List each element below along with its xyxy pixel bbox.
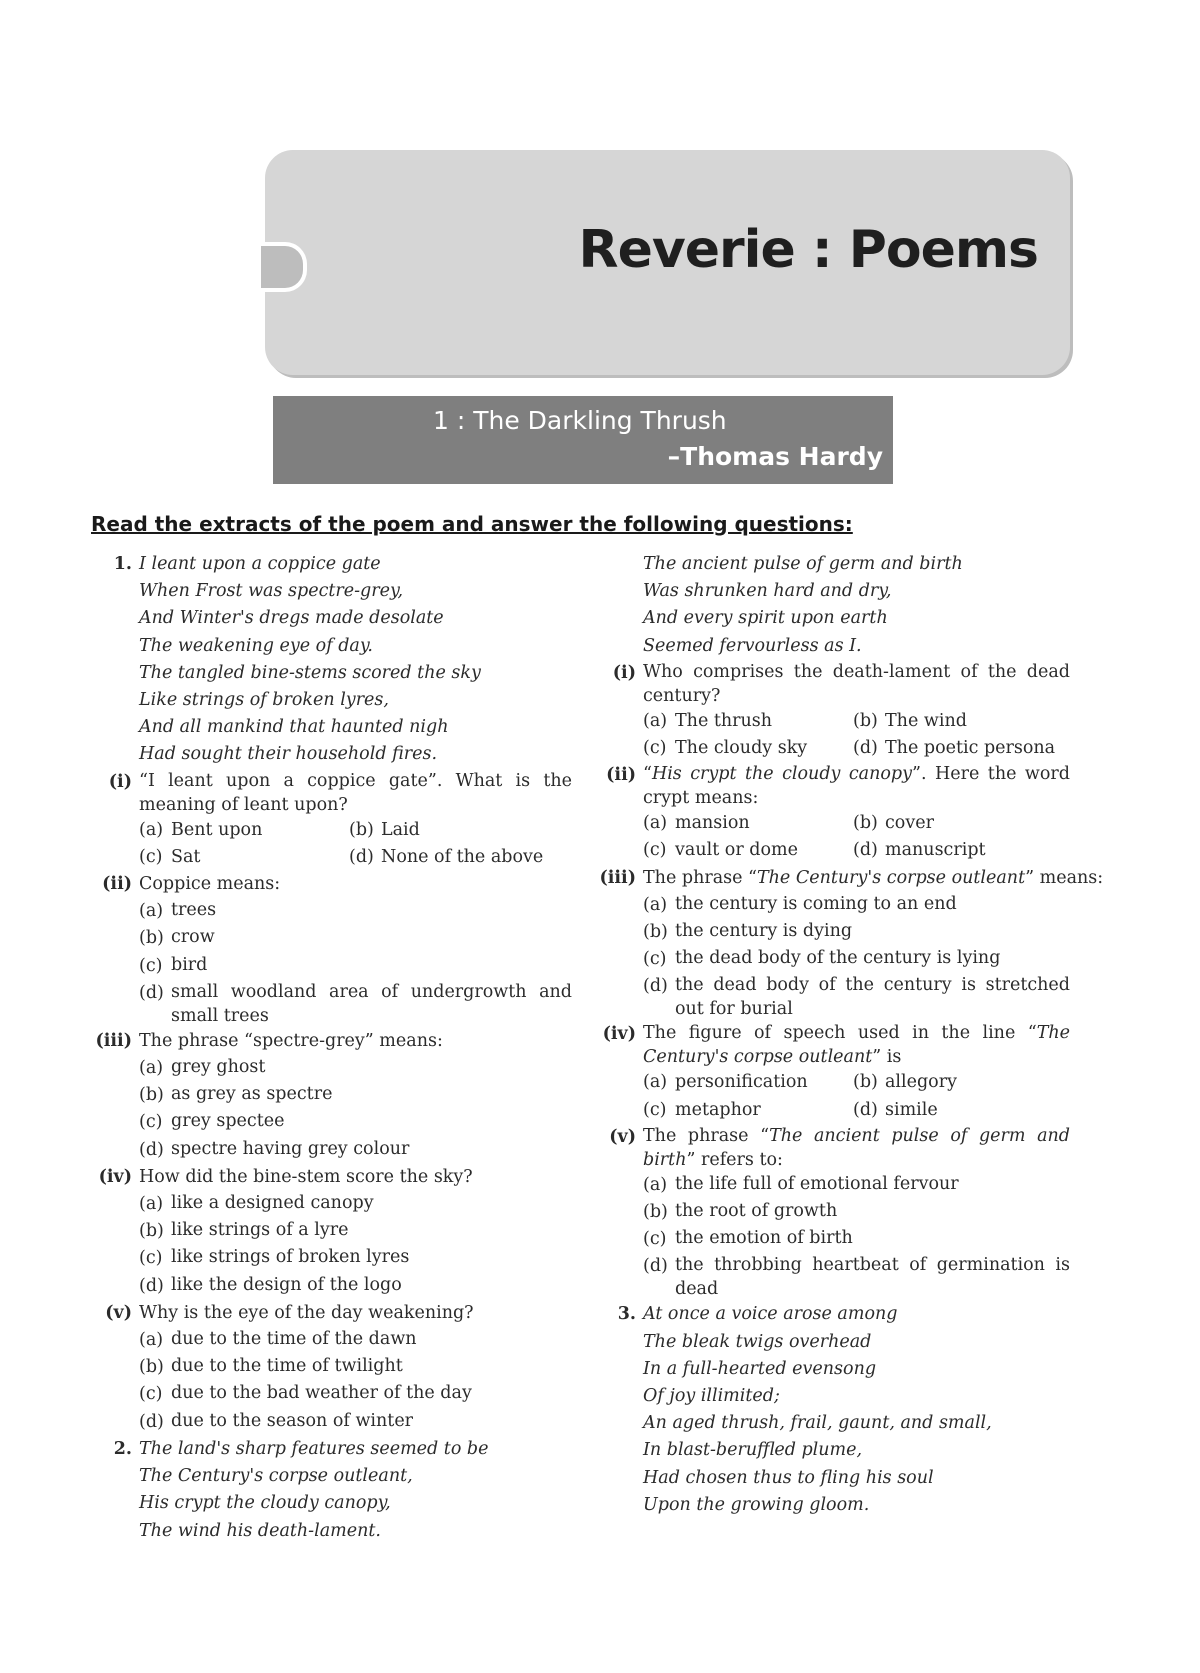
poem-line: And Winter's dregs made desolate [139, 608, 444, 629]
question-2-iii [596, 865, 1104, 1022]
poem-line: When Frost was spectre-grey, [139, 581, 404, 602]
option-label: (b) [139, 1085, 164, 1106]
question-text-before: The figure of speech used in the line “ [643, 1023, 1037, 1044]
question-quote: The ancient pulse of germ and birth [643, 1125, 1070, 1170]
option-label: (c) [643, 738, 667, 759]
question-number: (v) [609, 1126, 636, 1147]
option-b: crow [171, 927, 215, 948]
title-banner [265, 150, 1070, 375]
option-d: small woodland area of undergrowth and small trees [171, 981, 572, 1026]
option-d: the throbbing heartbeat of germination is dead [675, 1255, 1070, 1300]
question-2-v [596, 1124, 1070, 1302]
option-label: (c) [139, 955, 163, 976]
option-a: The thrush [675, 710, 773, 731]
option-label: (c) [643, 840, 667, 861]
option-label: (c) [139, 1248, 163, 1269]
option-label: (c) [643, 1229, 667, 1250]
question-text [643, 1021, 1070, 1069]
option-a: mansion [675, 813, 750, 834]
question-text: Who comprises the death-lament of the dead century? [643, 661, 1070, 706]
poem-line: The land's sharp features seemed to be [139, 1438, 489, 1459]
poem-line: Had sought their household fires. [139, 744, 438, 765]
extract-number: 2. [113, 1438, 132, 1459]
question-number: (v) [105, 1302, 132, 1323]
poem-line: The bleak twigs overhead [643, 1331, 872, 1352]
option-a: like a designed canopy [171, 1193, 374, 1214]
question-2-ii [596, 762, 1070, 864]
question-text [643, 868, 1103, 888]
option-label: (a) [139, 901, 164, 922]
option-d: simile [885, 1099, 938, 1120]
question-1-iii [92, 1028, 572, 1164]
question-text: “I leant upon a coppice gate”. What is the meaning of leant upon? [139, 770, 572, 815]
poem-line: Was shrunken hard and dry, [643, 581, 892, 602]
option-label: (c) [139, 1384, 163, 1405]
question-number: (iv) [602, 1024, 636, 1045]
option-label: (a) [643, 1072, 668, 1093]
question-text-after: ” means: [1025, 867, 1104, 888]
question-number: (ii) [102, 874, 132, 895]
option-label: (d) [643, 1256, 668, 1277]
option-b: due to the time of twilight [171, 1356, 403, 1377]
poem-line: The tangled bine-stems scored the sky [139, 662, 481, 683]
poem-line: Seemed fervourless as I. [643, 635, 862, 656]
option-c: the dead body of the century is lying [675, 948, 1001, 969]
extract-number: 3. [617, 1304, 636, 1325]
question-number: (iv) [98, 1166, 132, 1187]
extract-3 [596, 1301, 1070, 1519]
option-b: cover [885, 813, 934, 834]
question-text: Coppice means: [139, 874, 281, 895]
option-label: (b) [139, 1357, 164, 1378]
option-a: trees [171, 900, 217, 921]
instruction-heading: Read the extracts of the poem and answer the following questions: [91, 512, 853, 536]
option-b: The wind [885, 710, 967, 731]
poem-line: The weakening eye of day. [139, 635, 373, 656]
option-label: (d) [139, 1411, 164, 1432]
option-b: Laid [381, 819, 420, 840]
poem-line: In a full-hearted evensong [643, 1358, 877, 1379]
option-label: (d) [853, 738, 878, 759]
option-a: due to the time of the dawn [171, 1329, 417, 1350]
option-d: the dead body of the century is stretched out for burial [675, 975, 1070, 1020]
question-2-i [596, 660, 1070, 762]
option-label: (c) [643, 1099, 667, 1120]
poem-line: The wind his death-lament. [139, 1520, 381, 1541]
option-d: None of the above [381, 846, 544, 867]
option-b: allegory [885, 1072, 957, 1093]
option-c: the emotion of birth [675, 1228, 853, 1249]
option-c: grey spectee [171, 1111, 285, 1132]
option-label: (a) [139, 819, 164, 840]
question-number: (iii) [95, 1030, 132, 1051]
question-2-iv [596, 1021, 1070, 1123]
option-label: (d) [139, 982, 164, 1003]
poem-line: And every spirit upon earth [643, 608, 888, 629]
banner-tab-shape [261, 242, 307, 292]
poem-line: Upon the growing gloom. [643, 1494, 870, 1515]
option-label: (b) [139, 928, 164, 949]
question-number: (i) [108, 771, 132, 792]
option-c: like strings of broken lyres [171, 1247, 410, 1268]
left-column [92, 551, 572, 1545]
option-label: (b) [853, 710, 878, 731]
poem-line: And all mankind that haunted nigh [139, 717, 449, 738]
option-label: (d) [853, 840, 878, 861]
question-1-v [92, 1300, 572, 1436]
option-label: (a) [643, 710, 668, 731]
question-quote: His crypt the cloudy canopy [651, 764, 913, 785]
option-c: metaphor [675, 1099, 761, 1120]
option-b: like strings of a lyre [171, 1220, 349, 1241]
extract-number: 1. [113, 554, 132, 574]
question-text: “His crypt the cloudy canopy”. Here the word crypt means: [643, 764, 1070, 809]
question-quote: The Century's corpse outleant [643, 1023, 1070, 1068]
option-d: like the design of the logo [171, 1274, 402, 1295]
option-c: bird [171, 954, 208, 975]
option-label: (b) [643, 922, 668, 943]
question-text-after: ” is [872, 1047, 902, 1068]
question-number: (ii) [606, 765, 636, 786]
page-title: Reverie : Poems [578, 220, 1038, 280]
extract-1 [92, 551, 572, 769]
poem-line: The Century's corpse outleant, [139, 1466, 413, 1487]
option-label: (d) [139, 1275, 164, 1296]
question-text-before: The phrase “ [643, 1125, 770, 1146]
option-label: (d) [643, 976, 668, 997]
poem-line: I leant upon a coppice gate [139, 554, 381, 574]
poem-line: Of joy illimited; [643, 1386, 780, 1407]
option-d: due to the season of winter [171, 1410, 414, 1431]
option-label: (b) [139, 1221, 164, 1242]
option-c: The cloudy sky [675, 738, 808, 759]
option-label: (c) [643, 949, 667, 970]
option-label: (a) [643, 894, 668, 915]
option-label: (c) [139, 1112, 163, 1133]
question-number: (i) [612, 662, 636, 683]
option-d: The poetic persona [885, 738, 1056, 759]
question-text [643, 1124, 1070, 1172]
option-label: (d) [349, 846, 374, 867]
option-b: the root of growth [675, 1201, 838, 1222]
chapter-title: 1 : The Darkling Thrush [433, 406, 727, 435]
option-label: (b) [853, 1072, 878, 1093]
question-number: (iii) [599, 867, 636, 888]
question-1-iv [92, 1164, 572, 1300]
question-text: Why is the eye of the day weakening? [139, 1302, 474, 1323]
option-d: manuscript [885, 840, 986, 861]
poem-line: Had chosen thus to fling his soul [643, 1467, 934, 1488]
chapter-header [273, 396, 893, 484]
option-label: (a) [139, 1330, 164, 1351]
poem-line: An aged thrush, frail, gaunt, and small, [643, 1413, 992, 1434]
option-a: grey ghost [171, 1057, 266, 1078]
option-c: due to the bad weather of the day [171, 1383, 472, 1404]
poem-line: His crypt the cloudy canopy, [139, 1493, 391, 1514]
option-a: Bent upon [171, 819, 263, 840]
poem-line: Like strings of broken lyres, [139, 690, 389, 711]
right-column [596, 551, 1104, 1519]
question-quote: The Century's corpse outleant [756, 867, 1026, 888]
option-label: (d) [139, 1139, 164, 1160]
option-a: the century is coming to an end [675, 893, 957, 914]
option-b: the century is dying [675, 921, 853, 942]
option-c: vault or dome [675, 840, 798, 861]
option-a: the life full of emotional fervour [675, 1173, 959, 1194]
option-label: (d) [853, 1099, 878, 1120]
question-text-after: ” refers to: [686, 1149, 783, 1170]
question-text: How did the bine-stem score the sky? [139, 1166, 473, 1187]
option-b: as grey as spectre [171, 1084, 333, 1105]
option-label: (a) [643, 1174, 668, 1195]
option-label: (a) [643, 813, 668, 834]
option-label: (b) [643, 1202, 668, 1223]
option-label: (a) [139, 1058, 164, 1079]
option-c: Sat [171, 846, 201, 867]
option-label: (c) [139, 846, 163, 867]
question-1-i [92, 769, 572, 871]
poem-line: At once a voice arose among [643, 1304, 898, 1325]
option-label: (a) [139, 1194, 164, 1215]
question-text-after: . Here the word crypt means: [643, 764, 1070, 809]
chapter-author: –Thomas Hardy [667, 442, 883, 471]
poem-line: In blast-beruffled plume, [643, 1440, 863, 1461]
option-label: (b) [853, 813, 878, 834]
question-text: The phrase “spectre-grey” means: [139, 1030, 443, 1051]
option-a: personification [675, 1072, 808, 1093]
option-label: (b) [349, 819, 374, 840]
option-d: spectre having grey colour [171, 1138, 410, 1159]
question-1-ii [92, 871, 572, 1028]
poem-line: The ancient pulse of germ and birth [643, 554, 963, 574]
extract-2 [92, 1436, 572, 1545]
question-text-before: The phrase “ [643, 867, 757, 888]
extract-2-continued [596, 551, 1070, 660]
